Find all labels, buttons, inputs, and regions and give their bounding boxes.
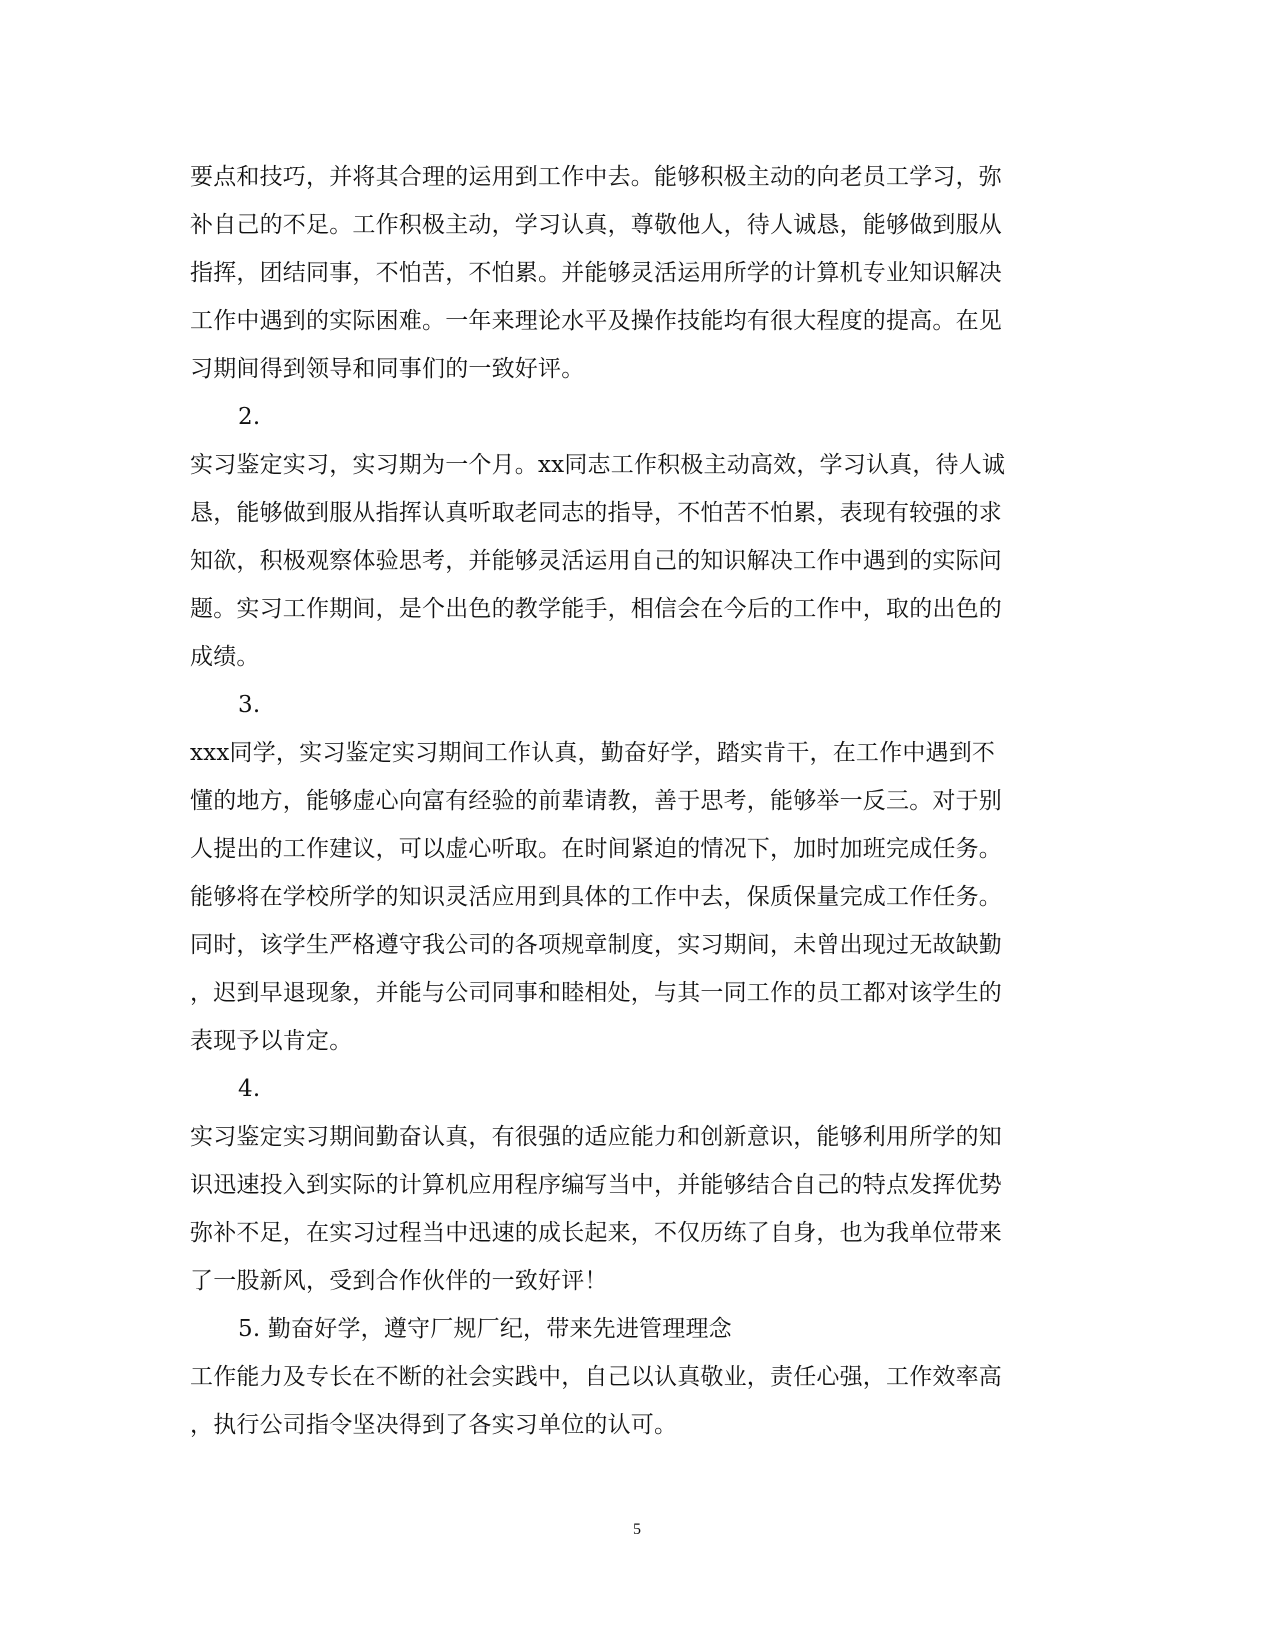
text-line: 2. xyxy=(238,404,261,430)
text-line: 成绩。 xyxy=(190,644,260,670)
text-line: xxx同学，实习鉴定实习期间工作认真，勤奋好学，踏实肯干，在工作中遇到不 xyxy=(190,740,996,766)
page-number: 5 xyxy=(633,1521,641,1538)
text-line: 工作中遇到的实际困难。一年来理论水平及操作技能均有很大程度的提高。在见 xyxy=(190,308,1002,334)
text-line: 恳，能够做到服从指挥认真听取老同志的指导，不怕苦不怕累，表现有较强的求 xyxy=(190,500,1002,526)
text-line: 指挥，团结同事，不怕苦，不怕累。并能够灵活运用所学的计算机专业知识解决 xyxy=(190,260,1002,286)
text-line: 能够将在学校所学的知识灵活应用到具体的工作中去，保质保量完成工作任务。 xyxy=(190,884,1002,910)
text-line: 人提出的工作建议，可以虚心听取。在时间紧迫的情况下，加时加班完成任务。 xyxy=(190,836,1002,862)
text-line: 要点和技巧，并将其合理的运用到工作中去。能够积极主动的向老员工学习，弥 xyxy=(190,164,1002,190)
text-line: ，执行公司指令坚决得到了各实习单位的认可。 xyxy=(190,1412,678,1438)
text-line: 4. xyxy=(238,1076,261,1102)
text-line: 工作能力及专长在不断的社会实践中，自己以认真敬业，责任心强，工作效率高 xyxy=(190,1364,1002,1390)
text-line: 识迅速投入到实际的计算机应用程序编写当中，并能够结合自己的特点发挥优势 xyxy=(190,1172,1002,1198)
text-line: 实习鉴定实习期间勤奋认真，有很强的适应能力和创新意识，能够利用所学的知 xyxy=(190,1124,1002,1150)
text-line: ，迟到早退现象，并能与公司同事和睦相处，与其一同工作的员工都对该学生的 xyxy=(190,980,1002,1006)
document-body xyxy=(190,153,1070,1449)
text-line: 3. xyxy=(238,692,261,718)
text-line: 了一股新风，受到合作伙伴的一致好评！ xyxy=(190,1268,608,1294)
text-line: 5. 勤奋好学，遵守厂规厂纪，带来先进管理理念 xyxy=(238,1316,732,1342)
text-line: 实习鉴定实习，实习期为一个月。xx同志工作积极主动高效，学习认真，待人诚 xyxy=(190,452,1006,478)
text-line: 弥补不足，在实习过程当中迅速的成长起来，不仅历练了自身，也为我单位带来 xyxy=(190,1220,1002,1246)
text-line: 题。实习工作期间，是个出色的教学能手，相信会在今后的工作中，取的出色的 xyxy=(190,596,1002,622)
text-line: 同时，该学生严格遵守我公司的各项规章制度，实习期间，未曾出现过无故缺勤 xyxy=(190,932,1002,958)
text-line: 懂的地方，能够虚心向富有经验的前辈请教，善于思考，能够举一反三。对于别 xyxy=(190,788,1002,814)
text-line: 知欲，积极观察体验思考，并能够灵活运用自己的知识解决工作中遇到的实际问 xyxy=(190,548,1002,574)
text-line: 表现予以肯定。 xyxy=(190,1028,353,1054)
text-line: 习期间得到领导和同事们的一致好评。 xyxy=(190,356,585,382)
text-line: 补自己的不足。工作积极主动，学习认真，尊敬他人，待人诚恳，能够做到服从 xyxy=(190,212,1002,238)
